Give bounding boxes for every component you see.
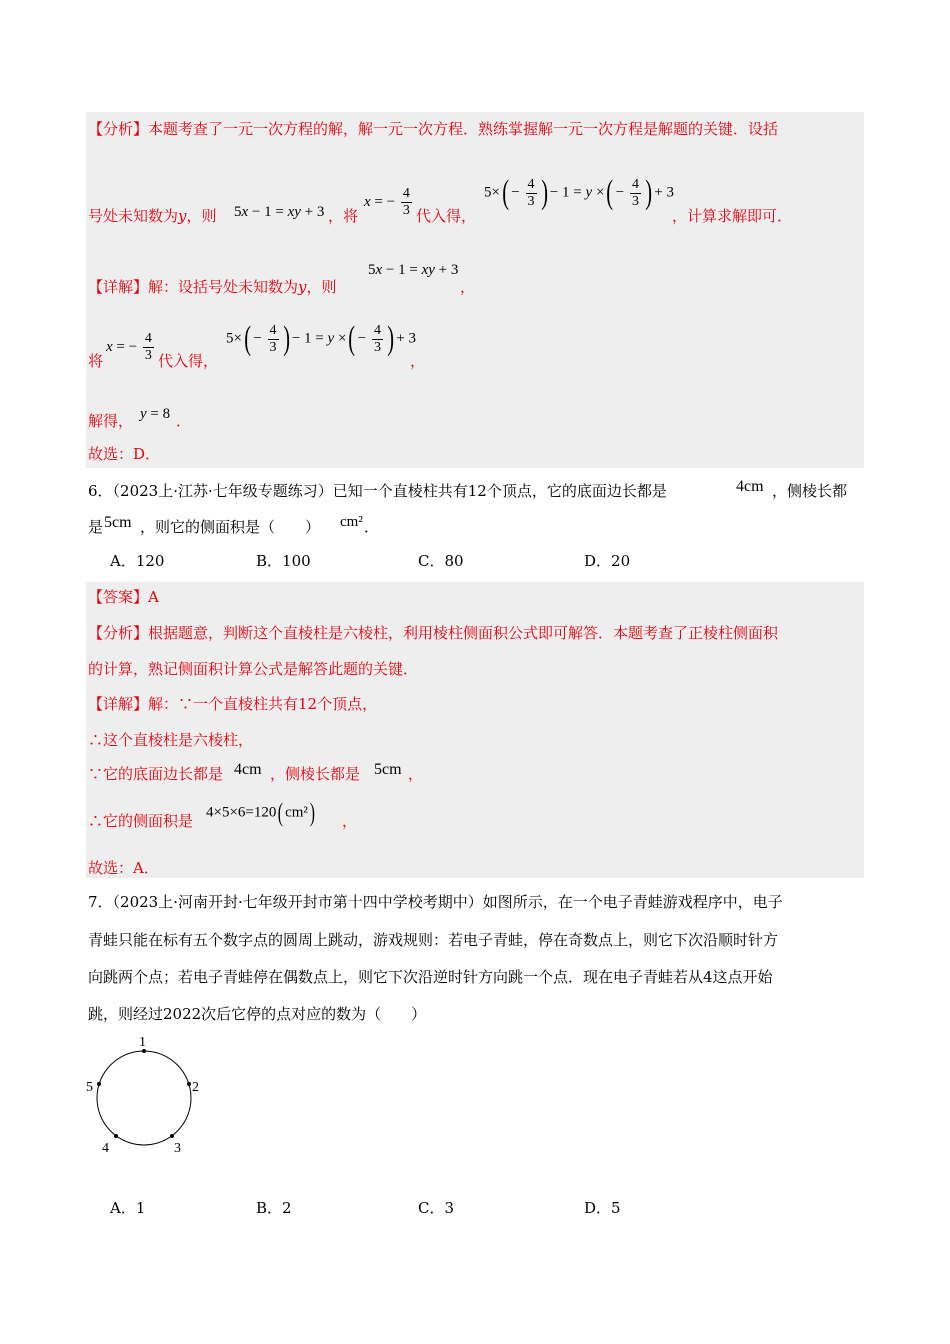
q6-detail-line4: ∴它的侧面积是: [88, 812, 194, 830]
q5-detail-substitute: 代入得，: [158, 352, 219, 370]
equation-y-8: y = 8: [140, 406, 171, 422]
q5-detail-comma1: ，: [460, 278, 476, 296]
q5-analysis-jiang: ，将: [328, 207, 359, 225]
q5-analysis-substitute: 代入得，: [416, 207, 477, 225]
q6-analysis-line2: 的计算，熟记侧面积计算公式是解答此题的关键．: [88, 660, 419, 678]
q7-option-d[interactable]: D．5: [584, 1199, 621, 1217]
q6-detail-line1: 【详解】解：∵一个直棱柱共有12个顶点，: [88, 695, 378, 713]
equation-5x-1-xy3: 5x − 1 = xy + 3: [234, 204, 325, 220]
q6-option-d[interactable]: D．20: [584, 552, 631, 570]
q5-detail-comma2: ，: [410, 352, 426, 370]
q5-analysis-line2: 号处未知数为y，则: [88, 207, 217, 225]
q7-stem-line2: 青蛙只能在标有五个数字点的圆周上跳动，游戏规则：若电子青蛙，停在奇数点上，则它下次沿顺时针方: [88, 931, 779, 949]
label-2: 2: [192, 1080, 199, 1095]
q6-stem-line2-end: ．: [364, 518, 380, 536]
label-5: 5: [86, 1080, 93, 1095]
label-4: 4: [102, 1141, 109, 1156]
q6-select: 故选：A．: [88, 859, 159, 877]
q6-detail-4cm: 4cm: [234, 761, 262, 778]
q5-analysis-line1: 【分析】本题考查了一元一次方程的解，解一元一次方程．熟练掌握解一元一次方程是解题的关键．设括: [88, 120, 779, 138]
q6-detail-line4-end: ，: [342, 812, 358, 830]
q6-detail-line3-mid: ，侧棱长都是: [270, 765, 361, 783]
q6-lateral-area-equation: 4×5×6=120( cm²): [206, 798, 315, 827]
q6-option-b[interactable]: B．100: [256, 552, 311, 570]
q5-detail-line2-jiang: 将: [88, 352, 104, 370]
equation-detail-substituted: 5×( − $\frac{4}{3}$ ) − 1 = y ×( − $\frac{4}{3}$ ) + 3: [226, 320, 416, 357]
q6-detail-line3: ∵它的底面边长都是: [88, 765, 224, 783]
q6-analysis-line1: 【分析】根据题意，判断这个直棱柱是六棱柱，利用棱柱侧面积公式即可解答．本题考查了正棱柱侧面积: [88, 624, 779, 642]
q6-detail-line3-end: ，: [408, 765, 424, 783]
q6-stem-line2-mid: ，则它的侧面积是（ ）: [140, 518, 321, 536]
q5-detail-line1: 【详解】解：设括号处未知数为y，则: [88, 278, 337, 296]
detail-tag: 【详解】: [88, 278, 149, 296]
point-2: [187, 1082, 191, 1086]
q6-option-a[interactable]: A．120: [110, 552, 165, 570]
q6-unit-cm2: cm²: [340, 514, 363, 530]
label-3: 3: [174, 1141, 181, 1156]
q6-stem-line1: 6．（2023上·江苏·七年级专题练习）已知一个直棱柱共有12个顶点，它的底面边长都是: [88, 482, 667, 500]
point-3: [170, 1134, 174, 1138]
q6-detail-5cm: 5cm: [374, 761, 402, 778]
q6-option-c[interactable]: C．80: [418, 552, 464, 570]
equation-substituted: 5×( − $\frac{4}{3}$ ) − 1 = y ×( − $\frac{4}{3}$ ) + 3: [484, 174, 674, 211]
point-5: [97, 1082, 101, 1086]
equation-x-neg-4-3: x = − $\frac{4}{3}$: [364, 186, 410, 218]
frog-circle-diagram: [80, 1034, 220, 1164]
q7-stem-line4: 跳，则经过2022次后它停的点对应的数为（ ）: [88, 1005, 427, 1023]
q7-stem-line3: 向跳两个点；若电子青蛙停在偶数点上，则它下次沿逆时针方向跳一个点．现在电子青蛙若从4这点开始: [88, 968, 773, 986]
q5-select: 故选：D．: [88, 445, 161, 463]
q5-detail-period: ．: [176, 412, 192, 430]
q7-option-c[interactable]: C．3: [418, 1199, 455, 1217]
q6-stem-line1-end: ，侧棱长都: [772, 482, 848, 500]
equation-detail-x: x = − $\frac{4}{3}$: [106, 331, 152, 363]
q6-answer: 【答案】A: [88, 588, 159, 606]
q6-side-4cm: 4cm: [736, 478, 764, 495]
label-1: 1: [139, 1035, 146, 1050]
point-4: [114, 1134, 118, 1138]
q6-edge-5cm: 5cm: [104, 514, 132, 531]
equation-detail-1: 5x − 1 = xy + 3: [368, 262, 459, 278]
q5-detail-line3: 解得，: [88, 412, 134, 430]
analysis-tag: 【分析】: [88, 120, 149, 138]
q7-option-a[interactable]: A．1: [110, 1199, 146, 1217]
q7-option-b[interactable]: B．2: [256, 1199, 292, 1217]
q6-detail-line2: ∴这个直棱柱是六棱柱，: [88, 731, 254, 749]
circle-path: [97, 1051, 191, 1145]
q5-analysis-end: ，计算求解即可．: [672, 207, 793, 225]
q6-stem-line2: 是: [88, 518, 104, 536]
q7-stem-line1: 7．（2023上·河南开封·七年级开封市第十四中学校考期中）如图所示，在一个电子青蛙游戏程序中，电子: [88, 893, 783, 911]
